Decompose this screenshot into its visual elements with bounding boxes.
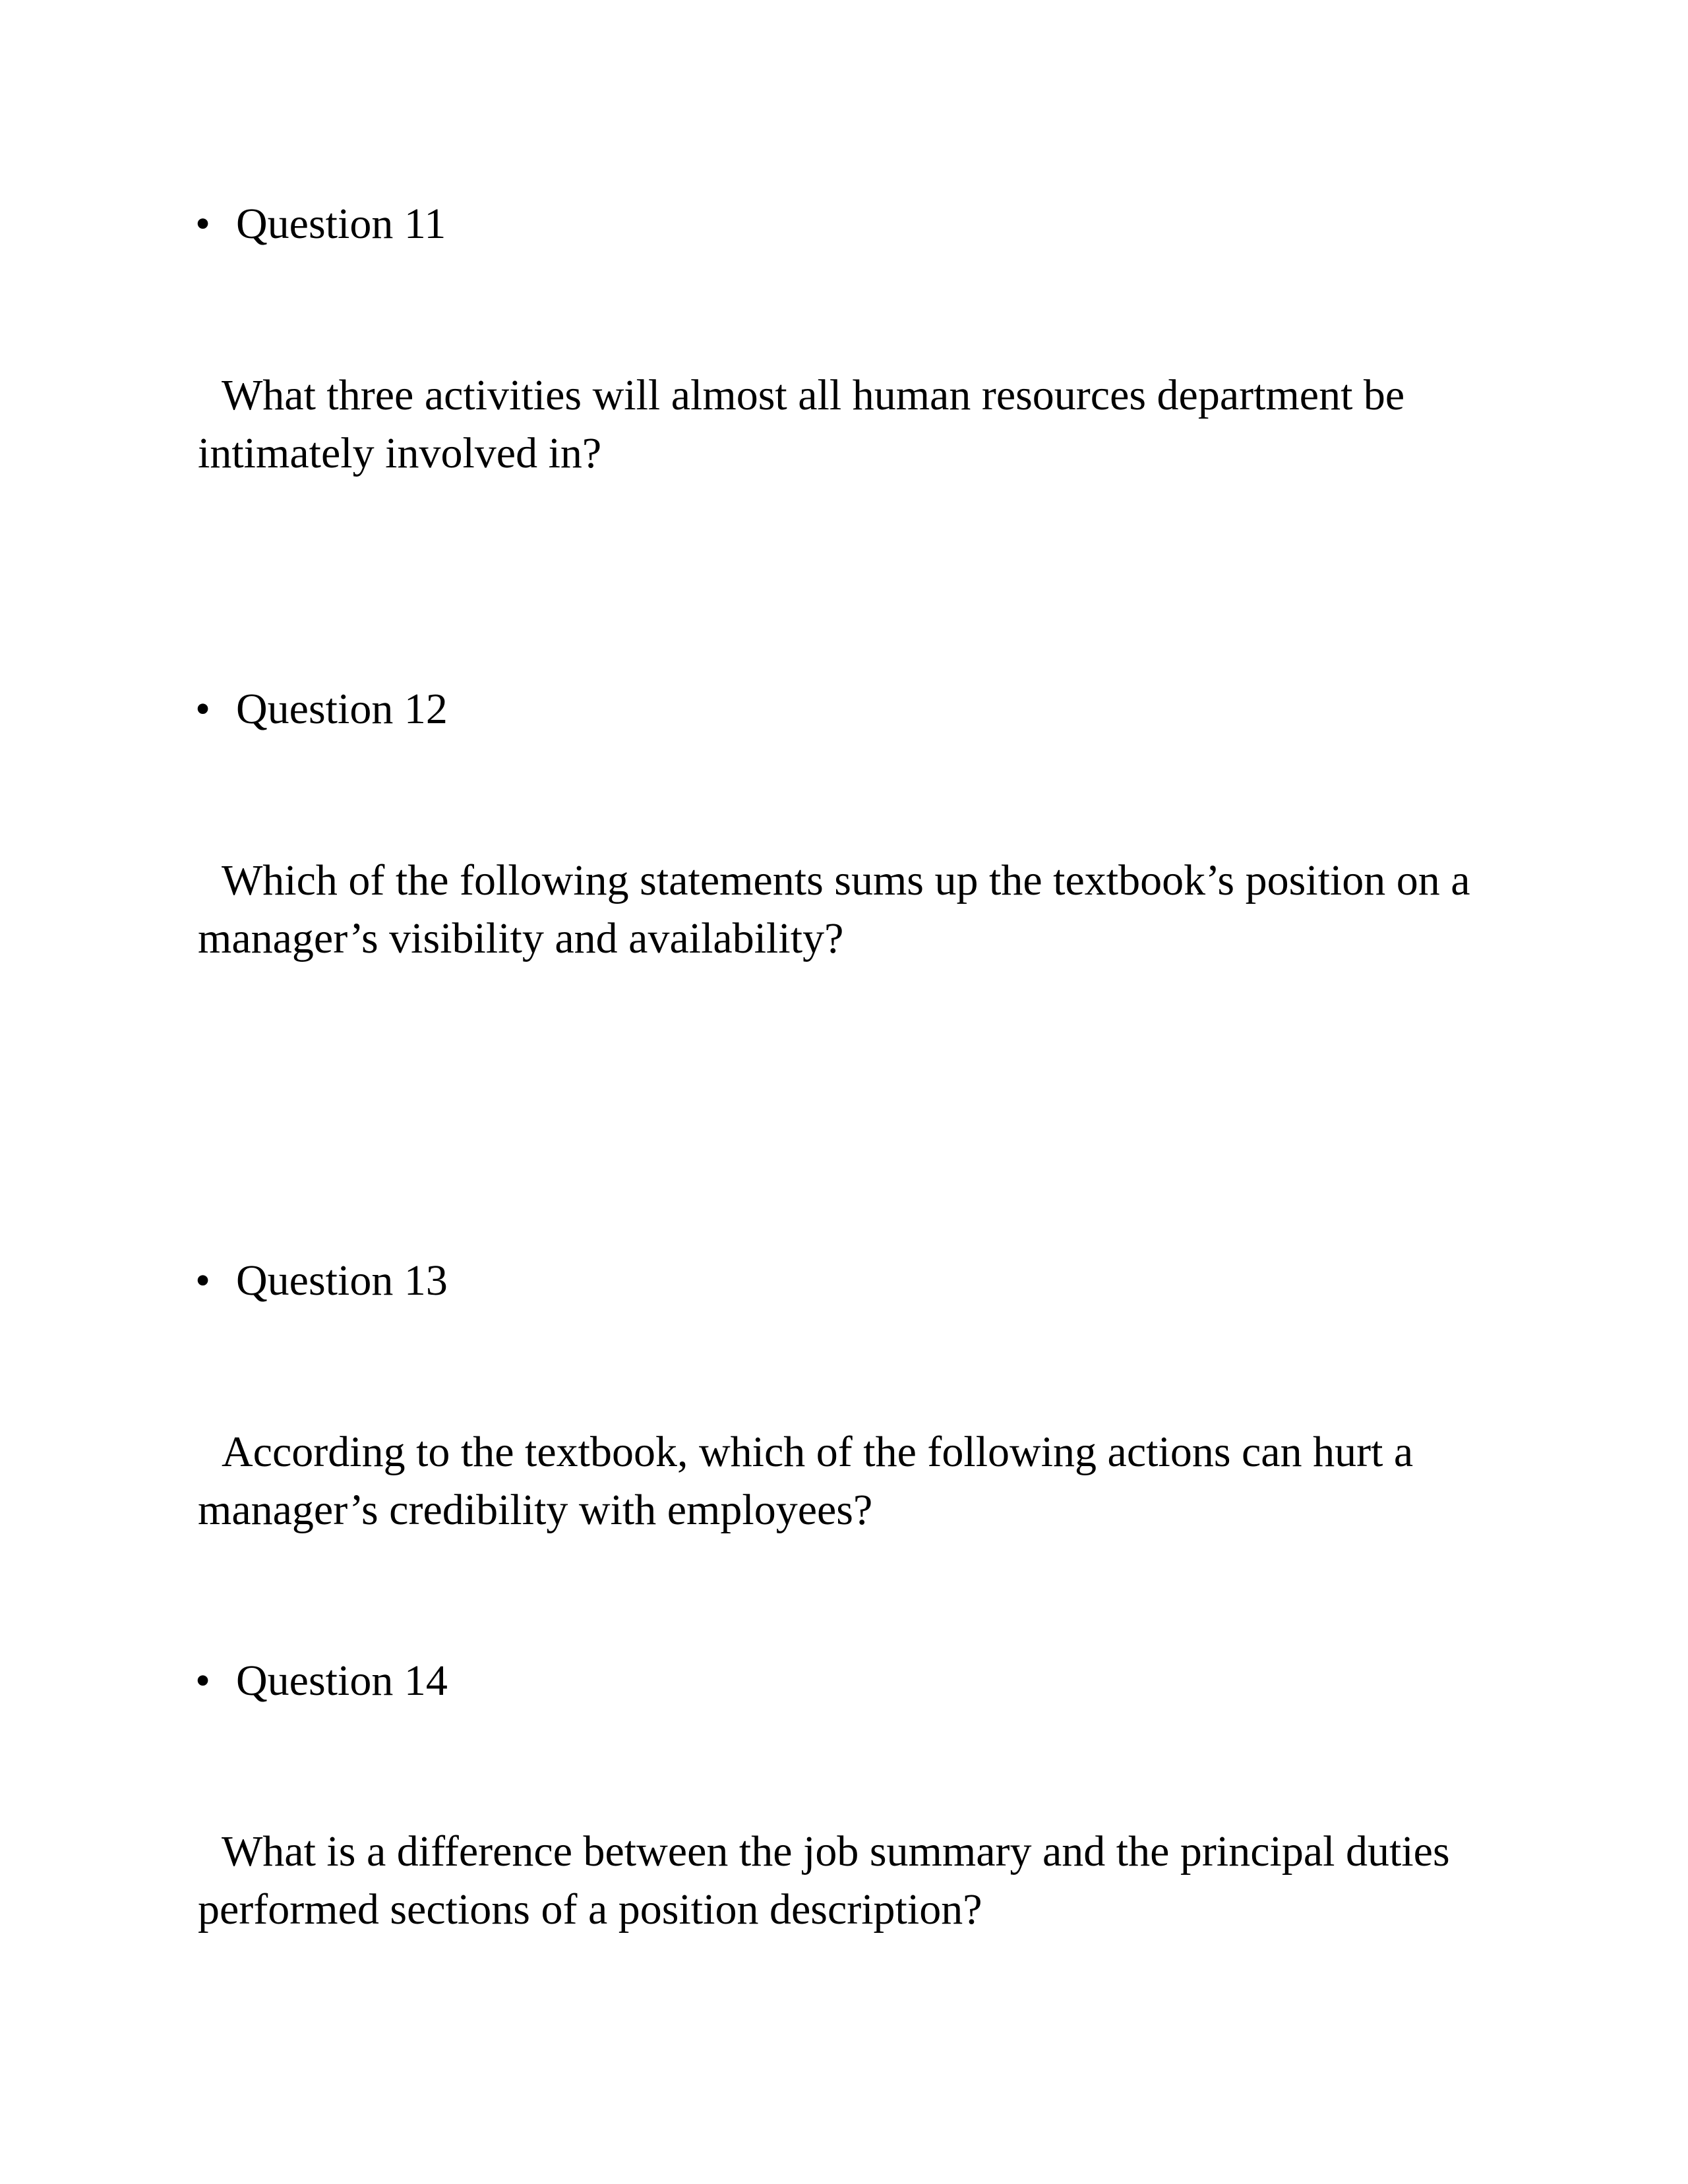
question-13-text [198, 1423, 1550, 1539]
question-14-heading [195, 1655, 448, 1707]
question-11-heading [195, 198, 446, 251]
question-12-label: Question 12 [236, 685, 448, 733]
question-11-label: Question 11 [236, 200, 446, 248]
bullet-icon: • [195, 1256, 211, 1305]
question-14-text-line2: performed sections of a position description? [198, 1885, 982, 1933]
question-14-label: Question 14 [236, 1657, 448, 1705]
question-12-text [198, 852, 1550, 968]
question-14-text [198, 1823, 1550, 1939]
question-14-text-line1: What is a difference between the job summary and the principal duties [222, 1827, 1450, 1875]
question-11-text [198, 367, 1550, 483]
question-13-heading [195, 1254, 448, 1307]
question-12-text-line2: manager’s visibility and availability? [198, 914, 844, 962]
bullet-icon: • [195, 1657, 211, 1705]
question-11-text-line2: intimately involved in? [198, 429, 602, 477]
question-12-heading [195, 683, 448, 736]
question-13-text-line2: manager’s credibility with employees? [198, 1486, 873, 1534]
bullet-icon: • [195, 685, 211, 733]
question-11-text-line1: What three activities will almost all human resources department be [222, 371, 1405, 419]
question-12-text-line1: Which of the following statements sums up the textbook’s position on a [222, 856, 1470, 904]
question-13-label: Question 13 [236, 1256, 448, 1305]
bullet-icon: • [195, 200, 211, 248]
question-13-text-line1: According to the textbook, which of the following actions can hurt a [222, 1428, 1414, 1476]
